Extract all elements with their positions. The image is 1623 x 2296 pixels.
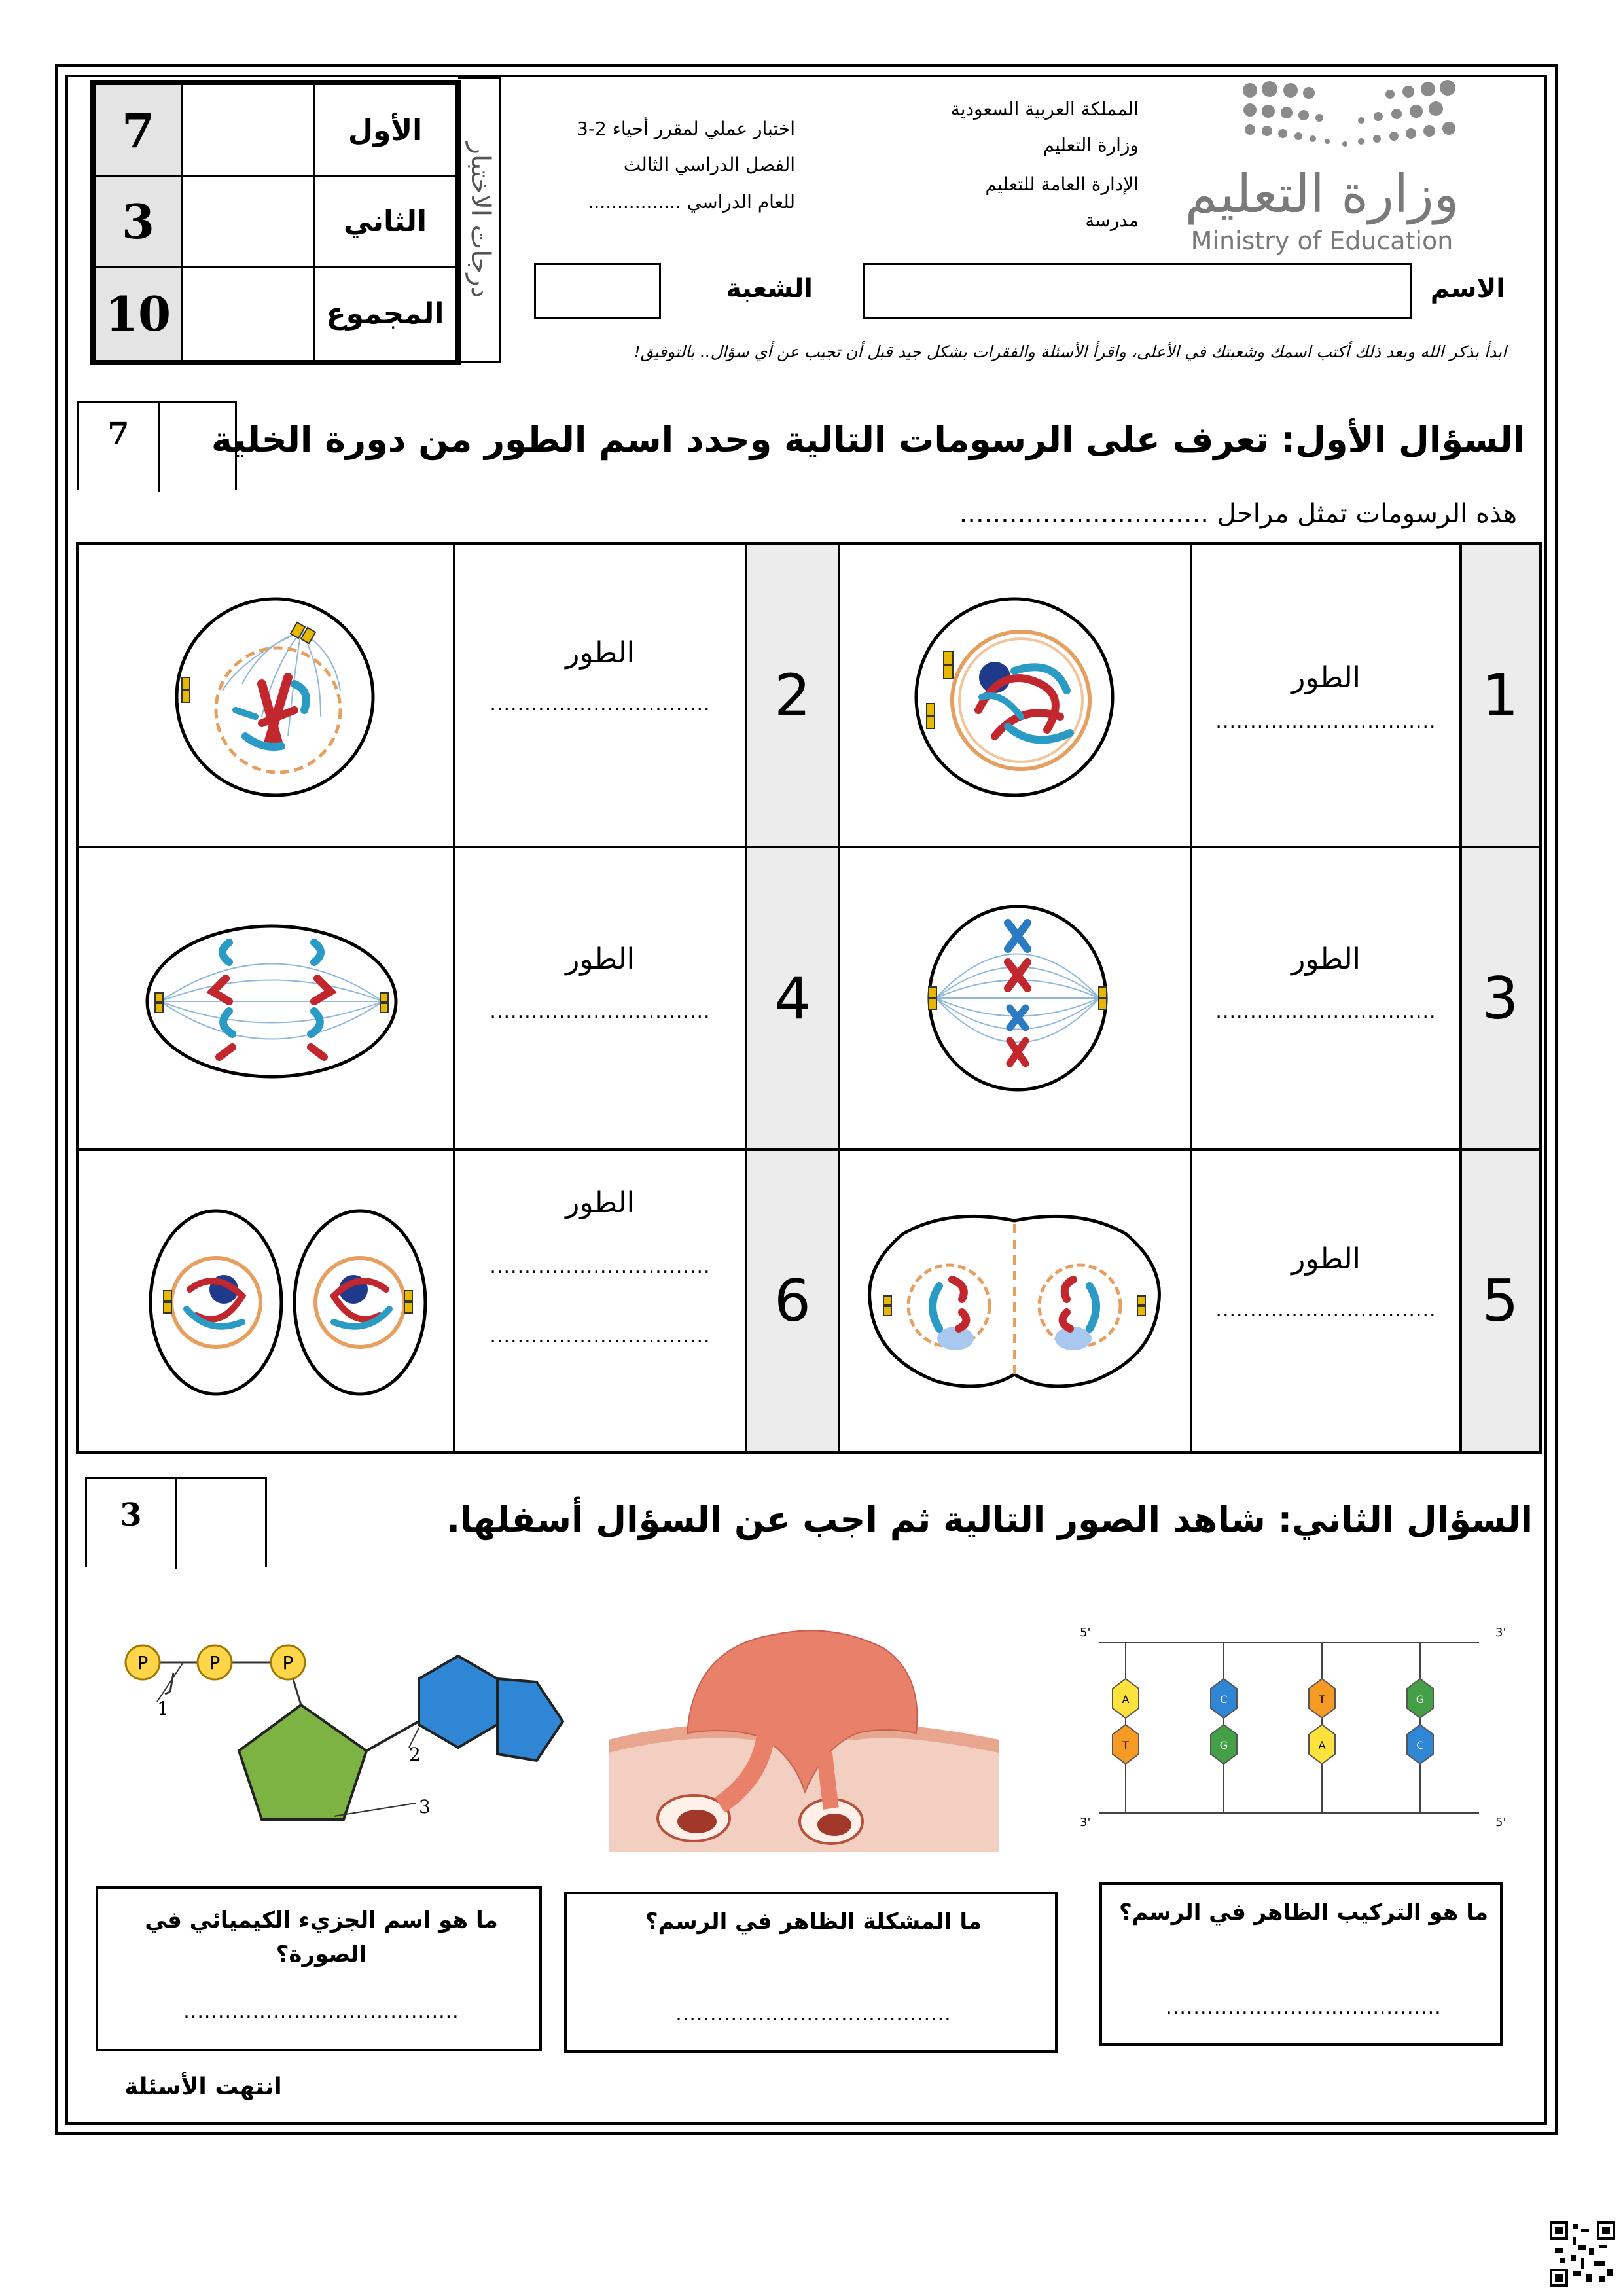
cell-drawing-prophase — [903, 586, 1126, 808]
cell-drawing-anaphase — [141, 920, 402, 1083]
cell-drawing-late-prophase — [164, 586, 386, 808]
atp-label-1: 1 — [157, 1698, 169, 1719]
answer-line-problem[interactable]: ........................................ — [675, 2003, 952, 2026]
answer-line-6a[interactable]: ................................ — [490, 1255, 711, 1278]
tumor-tissue-image — [609, 1622, 999, 1852]
phase-label-5: الطور — [1291, 1242, 1361, 1276]
phase-label-3: الطور — [1291, 942, 1361, 976]
section-field[interactable] — [534, 263, 661, 319]
q1-score: 7 — [107, 416, 130, 452]
q2-score: 3 — [120, 1497, 142, 1534]
cell-number-4: 4 — [747, 848, 838, 1148]
dna-five-prime-top: 5' — [1080, 1626, 1091, 1640]
question-structure: ما هو التركيب الظاهر في الرسم؟ — [1118, 1899, 1489, 1926]
dna-base-t2: T — [1319, 1693, 1325, 1706]
answer-box-molecule — [96, 1886, 542, 2051]
answer-line-2[interactable]: ................................ — [490, 692, 711, 715]
grade-entry-first[interactable] — [183, 85, 313, 175]
semester-text: الفصل الدراسي الثالث — [623, 154, 795, 175]
logo-english: Ministry of Education — [1190, 226, 1454, 255]
atp-label-2: 2 — [409, 1744, 421, 1765]
name-label: الاسم — [1430, 274, 1505, 304]
question-molecule: ما هو اسم الجزيء الكيميائي في الصورة؟ — [145, 1907, 498, 1967]
phase-label-4: الطور — [565, 942, 635, 976]
grade-score-total: 10 — [105, 285, 171, 342]
cell-number-1: 1 — [1462, 545, 1539, 846]
grades-title-box — [458, 77, 501, 363]
ministry-text: وزارة التعليم — [1043, 134, 1139, 156]
answer-line-6b[interactable]: ................................ — [490, 1325, 711, 1348]
dna-base-a2: A — [1318, 1739, 1326, 1751]
dna-base-a1: A — [1122, 1693, 1130, 1706]
phase-label-2: الطور — [565, 636, 635, 670]
cell-number-5: 5 — [1462, 1151, 1539, 1451]
phase-label-6: الطور — [565, 1186, 635, 1219]
answer-line-5[interactable]: ................................ — [1215, 1299, 1436, 1321]
atp-label-3: 3 — [419, 1796, 431, 1818]
grade-entry-total[interactable] — [183, 267, 313, 360]
grade-entry-second[interactable] — [183, 177, 313, 266]
answer-line-4[interactable]: ................................ — [490, 1000, 711, 1023]
answer-line-molecule[interactable]: ........................................ — [183, 2000, 459, 2023]
dna-five-prime-bottom: 5' — [1495, 1816, 1507, 1829]
name-field[interactable] — [863, 263, 1412, 319]
phase-label-1: الطور — [1291, 661, 1361, 694]
answer-line-1[interactable]: ................................ — [1215, 710, 1436, 733]
test-title: اختبار عملي لمقرر أحياء 2-3 — [577, 118, 795, 139]
q1-title: السؤال الأول: تعرف على الرسومات التالية وحدد اسم الطور من دورة الخلية — [211, 419, 1525, 460]
kingdom-text: المملكة العربية السعودية — [950, 98, 1139, 120]
atp-p2: P — [209, 1652, 221, 1674]
cell-drawing-telophase — [864, 1208, 1165, 1397]
grade-score-second: 3 — [121, 193, 155, 249]
cell-drawing-metaphase — [919, 897, 1116, 1100]
dna-three-prime-top: 3' — [1495, 1626, 1507, 1640]
end-of-questions: انتهت الأسئلة — [124, 2073, 282, 2100]
dna-base-c1: C — [1220, 1693, 1228, 1706]
dna-structure-image — [1073, 1617, 1518, 1846]
instructions-text: ابدأ بذكر الله وبعد ذلك أكتب اسمك وشعبتك في الأعلى، واقرأ الأسئلة والفقرات بشكل جيد قبل أن تجيب عن أي سؤال.. بالتوفيق! — [633, 342, 1507, 361]
cell-number-3: 3 — [1462, 848, 1539, 1148]
atp-p3: P — [282, 1652, 294, 1674]
grade-label-second: الثاني — [343, 204, 427, 238]
logo-arabic: وزارة التعليم — [1185, 164, 1459, 224]
atp-molecule-image — [111, 1630, 582, 1839]
grade-label-first: الأول — [348, 113, 423, 147]
grades-title: درجات الاختبار — [465, 141, 495, 298]
dna-base-g2: G — [1416, 1693, 1425, 1706]
dna-base-g1: G — [1219, 1739, 1228, 1751]
answer-line-3[interactable]: ................................ — [1215, 1000, 1436, 1023]
grades-table — [90, 80, 461, 365]
dna-base-t1: T — [1122, 1739, 1129, 1751]
school-text: مدرسة — [1085, 209, 1139, 231]
atp-p1: P — [137, 1652, 149, 1674]
year-text: للعام الدراسي ................ — [588, 191, 795, 213]
cell-number-2: 2 — [747, 545, 838, 846]
grade-label-total: المجموع — [326, 296, 444, 331]
dna-three-prime-bottom: 3' — [1080, 1816, 1091, 1829]
cell-number-6: 6 — [747, 1151, 838, 1451]
q1-subtitle: هذه الرسومات تمثل مراحل .............................. — [959, 499, 1517, 529]
answer-box-problem — [564, 1892, 1058, 2053]
cell-drawing-daughter-cells — [144, 1204, 432, 1401]
q2-title: السؤال الثاني: شاهد الصور التالية ثم اجب عن السؤال أسفلها. — [446, 1499, 1533, 1540]
grade-score-first: 7 — [121, 102, 155, 158]
answer-line-structure[interactable]: ........................................ — [1166, 1996, 1442, 2019]
qr-code — [1550, 2221, 1615, 2287]
section-label: الشعبة — [726, 274, 813, 304]
dna-base-c2: C — [1416, 1739, 1424, 1751]
admin-text: الإدارة العامة للتعليم — [985, 173, 1139, 195]
answer-box-structure — [1099, 1882, 1503, 2046]
q2-score-box — [85, 1477, 267, 1567]
question-problem: ما المشكلة الظاهر في الرسم؟ — [645, 1909, 982, 1935]
